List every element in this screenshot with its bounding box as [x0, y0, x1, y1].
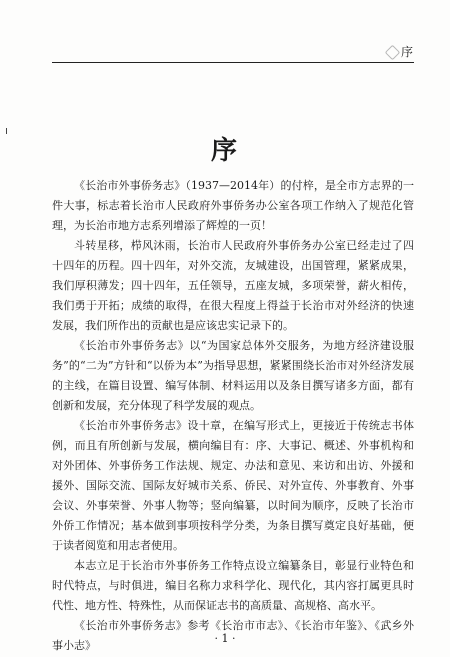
ornament-icon	[385, 45, 401, 61]
page-title: 序	[210, 136, 239, 166]
running-header-title: 序	[400, 45, 414, 59]
paragraph: 《长治市外事侨务志》参考《长治市市志》、《长治市年鉴》、《武乡外事小志》	[52, 619, 414, 652]
body-text	[52, 176, 414, 656]
paragraph: 《长治市外事侨务志》以“为国家总体外交服务，为地方经济建设服务”的“二为”方针和“以侨为本”为指导思想，紧紧围绕长治市对外经济发展的主线，在篇目设置、编写体制、材料运用以及条目撰写诸多方面，都有创新和发展，充分体现了科学发展的观点。	[52, 339, 414, 412]
paragraph: 《长治市外事侨务志》设十章，在编写形式上，更接近于传统志书体例，而且有所创新与发展，横向编目有：序、大事记、概述、外事机构和对外团体、外事侨务工作法规、规定、办法和意见、来访和出访、外援和援外、国际交流、国际友好城市关系、侨民、对外宣传、外事教育、外事会议、外事荣誉、外事人物等；竖向编纂，以时间为顺序，反映了长治市外侨工作情况；基本做到事项按科学分类，为条目撰写奠定良好基础，便于读者阅览和用志者使用。	[52, 419, 414, 552]
running-header	[52, 40, 414, 63]
paragraph: 《长治市外事侨务志》（1937—2014年）的付梓，是全市方志界的一件大事，标志着长治市人民政府外事侨务办公室各项工作纳入了规范化管理，为长治市地方志系列增添了辉煌的一页！	[52, 179, 414, 232]
page-number: · 1 ·	[214, 632, 236, 645]
paragraph: 本志立足于长治市外事侨务工作特点设立编纂条目，彰显行业特色和时代特点，与时俱进，编目名称力求科学化、现代化，其内容打属更具时代性、地方性、特殊性，从而保证志书的高质量、高规格、高水平。	[52, 559, 414, 612]
paragraph: 斗转星移，栉风沐雨，长治市人民政府外事侨务办公室已经走过了四十四年的历程。四十四年，对外交流，友城建设，出国管理，紧紧成果，我们厚积薄发；四十四年，五任领导，五座友城，多项荣誉，薪火相传，我们勇于开拓；成绩的取得，在很大程度上得益于长治市对外经济的快速发展，我们所作出的贡献也是应该忠实记录下的。	[52, 239, 414, 332]
